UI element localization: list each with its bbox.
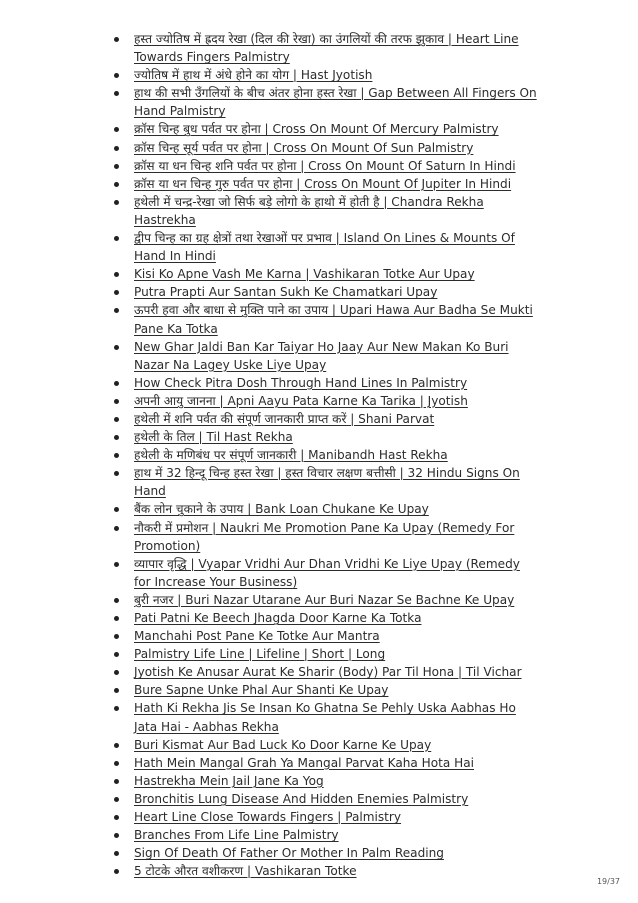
list-item — [118, 519, 538, 555]
article-link[interactable]: बुरी नजर | Buri Nazar Utarane Aur Buri Nazar Se Bachne Ke Upay — [134, 592, 515, 607]
bullet-icon — [114, 37, 119, 42]
list-item — [118, 120, 538, 138]
list-item — [118, 193, 538, 229]
article-link[interactable]: Bronchitis Lung Disease And Hidden Enemies Palmistry — [134, 791, 469, 806]
bullet-icon — [114, 91, 119, 96]
article-link[interactable]: New Ghar Jaldi Ban Kar Taiyar Ho Jaay Aur New Makan Ko Buri Nazar Na Lagey Uske Liye Upay — [134, 339, 509, 372]
list-item — [118, 392, 538, 410]
article-link[interactable]: हस्त ज्योतिष में ह्रदय रेखा (दिल की रेखा) का उंगलियों की तरफ झुकाव | Heart Line Towards Fingers Palmistry — [134, 32, 519, 65]
list-item — [118, 826, 538, 844]
bullet-icon — [114, 562, 119, 567]
article-link[interactable]: क्रॉस या धन चिन्ह शनि पर्वत पर होना | Cross On Mount Of Saturn In Hindi — [134, 158, 516, 173]
article-link[interactable]: Hastrekha Mein Jail Jane Ka Yog — [134, 773, 324, 788]
bullet-icon — [114, 598, 119, 603]
bullet-icon — [114, 507, 119, 512]
bullet-icon — [114, 688, 119, 693]
bullet-icon — [114, 182, 119, 187]
bullet-icon — [114, 399, 119, 404]
bullet-icon — [114, 200, 119, 205]
article-link[interactable]: बैंक लोन चुकाने के उपाय | Bank Loan Chukane Ke Upay — [134, 502, 429, 517]
article-link[interactable]: हथेली में शनि पर्वत की संपूर्ण जानकारी प्राप्त करें | Shani Parvat — [134, 411, 435, 426]
list-item — [118, 84, 538, 120]
list-item — [118, 862, 538, 880]
bullet-icon — [114, 833, 119, 838]
article-link[interactable]: Jyotish Ke Anusar Aurat Ke Sharir (Body) Par Til Hona | Til Vichar — [134, 665, 522, 680]
article-link[interactable]: नौकरी में प्रमोशन | Naukri Me Promotion Pane Ka Upay (Remedy For Promotion) — [134, 520, 515, 553]
article-link[interactable]: How Check Pitra Dosh Through Hand Lines In Palmistry — [134, 375, 468, 390]
list-item — [118, 808, 538, 826]
list-item — [118, 844, 538, 862]
article-link[interactable]: हथेली के मणिबंध पर संपूर्ण जानकारी | Manibandh Hast Rekha — [134, 448, 448, 463]
list-item — [118, 265, 538, 283]
list-item — [118, 66, 538, 84]
list-item — [118, 591, 538, 609]
article-link[interactable]: हाथ में 32 हिन्दू चिन्ह हस्त रेखा | हस्त विचार लक्षण बत्तीसी | 32 Hindu Signs On Hand — [134, 466, 520, 499]
bullet-icon — [114, 73, 119, 78]
bullet-icon — [114, 779, 119, 784]
list-item — [118, 157, 538, 175]
bullet-icon — [114, 146, 119, 151]
article-link[interactable]: Manchahi Post Pane Ke Totke Aur Mantra — [134, 629, 380, 644]
bullet-icon — [114, 797, 119, 802]
list-item — [118, 790, 538, 808]
list-item — [118, 663, 538, 681]
list-item — [118, 699, 538, 735]
article-link[interactable]: हथेली के तिल | Til Hast Rekha — [134, 430, 293, 445]
list-item — [118, 736, 538, 754]
bullet-icon — [114, 164, 119, 169]
article-link[interactable]: हाथ की सभी उँगलियों के बीच अंतर होना हस्त रेखा | Gap Between All Fingers On Hand Palmistry — [134, 86, 537, 119]
article-link[interactable]: 5 टोटके औरत वशीकरण | Vashikaran Totke — [134, 864, 357, 879]
list-item — [118, 645, 538, 663]
link-list — [118, 30, 538, 880]
bullet-icon — [114, 652, 119, 657]
article-link[interactable]: Kisi Ko Apne Vash Me Karna | Vashikaran Totke Aur Upay — [134, 267, 475, 282]
article-link[interactable]: ज्योतिष में हाथ में अंधे होने का योग | Hast Jyotish — [134, 68, 373, 83]
bullet-icon — [114, 743, 119, 748]
bullet-icon — [114, 526, 119, 531]
bullet-icon — [114, 272, 119, 277]
bullet-icon — [114, 670, 119, 675]
bullet-icon — [114, 127, 119, 132]
article-link[interactable]: क्रॉस या धन चिन्ह गुरु पर्वत पर होना | Cross On Mount Of Jupiter In Hindi — [134, 176, 512, 191]
list-item — [118, 772, 538, 790]
bullet-icon — [114, 417, 119, 422]
bullet-icon — [114, 616, 119, 621]
list-item — [118, 446, 538, 464]
bullet-icon — [114, 471, 119, 476]
list-item — [118, 301, 538, 337]
list-item — [118, 500, 538, 518]
bullet-icon — [114, 381, 119, 386]
list-item — [118, 374, 538, 392]
article-link[interactable]: Putra Prapti Aur Santan Sukh Ke Chamatkari Upay — [134, 285, 438, 300]
bullet-icon — [114, 453, 119, 458]
article-link[interactable]: क्रॉस चिन्ह सूर्य पर्वत पर होना | Cross On Mount Of Sun Palmistry — [134, 140, 474, 155]
bullet-icon — [114, 236, 119, 241]
article-link[interactable]: Palmistry Life Line | Lifeline | Short | Long — [134, 647, 386, 662]
bullet-icon — [114, 869, 119, 874]
article-link[interactable]: Hath Ki Rekha Jis Se Insan Ko Ghatna Se Pehly Uska Aabhas Ho Jata Hai - Aabhas Rekha — [134, 701, 516, 734]
bullet-icon — [114, 761, 119, 766]
list-item — [118, 627, 538, 645]
article-link[interactable]: द्वीप चिन्ह का ग्रह क्षेत्रों तथा रेखाओं पर प्रभाव | Island On Lines & Mounts Of Hand In Hindi — [134, 231, 515, 264]
article-link[interactable]: Pati Patni Ke Beech Jhagda Door Karne Ka Totka — [134, 611, 422, 625]
article-link[interactable]: हथेली में चन्द्र-रेखा जो सिर्फ बड़े लोगो के हाथो में होती है | Chandra Rekha Hastrekha — [134, 194, 484, 227]
page-number: 19/37 — [596, 877, 620, 886]
article-link[interactable]: Branches From Life Line Palmistry — [134, 828, 339, 843]
article-link[interactable]: Heart Line Close Towards Fingers | Palmistry — [134, 810, 402, 825]
list-item — [118, 283, 538, 301]
list-item — [118, 229, 538, 265]
bullet-icon — [114, 706, 119, 711]
bullet-icon — [114, 634, 119, 639]
article-link[interactable]: व्यापार वृद्धि | Vyapar Vridhi Aur Dhan Vridhi Ke Liye Upay (Remedy for Increase Your Business) — [134, 556, 520, 589]
list-item — [118, 754, 538, 772]
list-item — [118, 464, 538, 500]
article-link[interactable]: क्रॉस चिन्ह बुध पर्वत पर होना | Cross On Mount Of Mercury Palmistry — [134, 122, 499, 137]
list-item — [118, 139, 538, 157]
bullet-icon — [114, 851, 119, 856]
list-item — [118, 338, 538, 374]
list-item — [118, 555, 538, 591]
bullet-icon — [114, 308, 119, 313]
article-link[interactable]: Buri Kismat Aur Bad Luck Ko Door Karne Ke Upay — [134, 737, 432, 752]
article-link[interactable]: Hath Mein Mangal Grah Ya Mangal Parvat Kaha Hota Hai — [134, 755, 475, 770]
article-link[interactable]: Bure Sapne Unke Phal Aur Shanti Ke Upay — [134, 683, 389, 698]
article-link[interactable]: ऊपरी हवा और बाधा से मुक्ति पाने का उपाय | Upari Hawa Aur Badha Se Mukti Pane Ka Totka — [134, 303, 533, 336]
list-item — [118, 30, 538, 66]
bullet-icon — [114, 345, 119, 350]
bullet-icon — [114, 435, 119, 440]
bullet-icon — [114, 815, 119, 820]
list-item — [118, 681, 538, 699]
list-item — [118, 410, 538, 428]
list-item — [118, 428, 538, 446]
bullet-icon — [114, 290, 119, 295]
list-item — [118, 609, 538, 627]
article-link[interactable]: अपनी आयु जानना | Apni Aayu Pata Karne Ka Tarika | Jyotish — [134, 393, 468, 408]
article-link[interactable]: Sign Of Death Of Father Or Mother In Palm Reading — [134, 846, 444, 861]
list-item — [118, 175, 538, 193]
